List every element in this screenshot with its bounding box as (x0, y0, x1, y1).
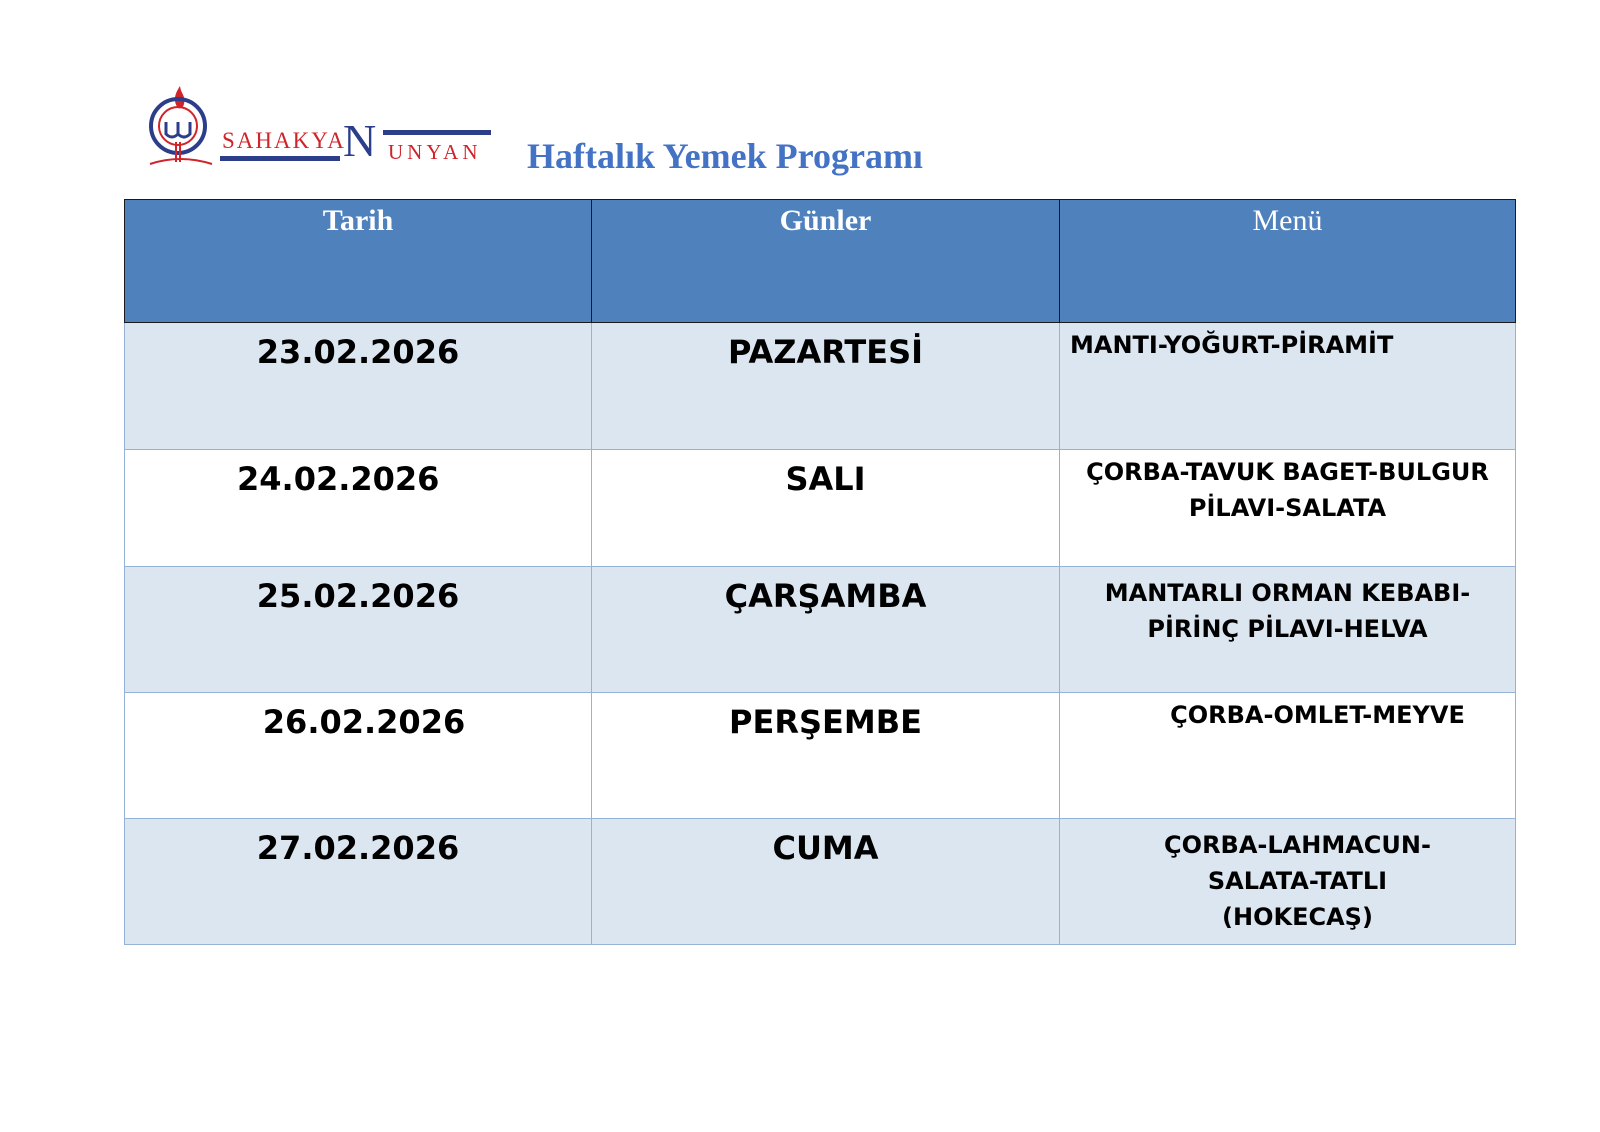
date-cell: 26.02.2026 (125, 693, 592, 819)
menu-cell: ÇORBA-LAHMACUN-SALATA-TATLI (HOKECAŞ) (1060, 819, 1516, 945)
table-row (125, 693, 1516, 819)
menu-cell: MANTARLI ORMAN KEBABI-PİRİNÇ PİLAVI-HELVA (1060, 567, 1516, 693)
column-header-menu: Menü (1060, 200, 1516, 323)
day-cell: CUMA (592, 819, 1060, 945)
day-cell: PERŞEMBE (592, 693, 1060, 819)
date-cell: 24.02.2026 (125, 450, 592, 567)
column-header-date: Tarih (125, 200, 592, 323)
school-logo (140, 82, 505, 174)
logo-text-right: UNYAN (388, 140, 482, 164)
menu-cell: ÇORBA-OMLET-MEYVE (1060, 693, 1516, 819)
menu-cell: ÇORBA-TAVUK BAGET-BULGUR PİLAVI-SALATA (1060, 450, 1516, 567)
column-header-day: Günler (592, 200, 1060, 323)
day-cell: SALI (592, 450, 1060, 567)
page-title: Haftalık Yemek Programı (527, 136, 923, 176)
logo-text-left: SAHAKYA (222, 128, 346, 153)
day-cell: ÇARŞAMBA (592, 567, 1060, 693)
table-header-row (125, 200, 1516, 323)
logo-text-n: N (343, 115, 377, 166)
menu-table (124, 199, 1516, 945)
table-row (125, 450, 1516, 567)
table-row (125, 567, 1516, 693)
menu-cell: MANTI-YOĞURT-PİRAMİT (1060, 323, 1516, 450)
date-cell: 25.02.2026 (125, 567, 592, 693)
day-cell: PAZARTESİ (592, 323, 1060, 450)
date-cell: 27.02.2026 (125, 819, 592, 945)
table-row (125, 819, 1516, 945)
date-cell: 23.02.2026 (125, 323, 592, 450)
table-row (125, 323, 1516, 450)
